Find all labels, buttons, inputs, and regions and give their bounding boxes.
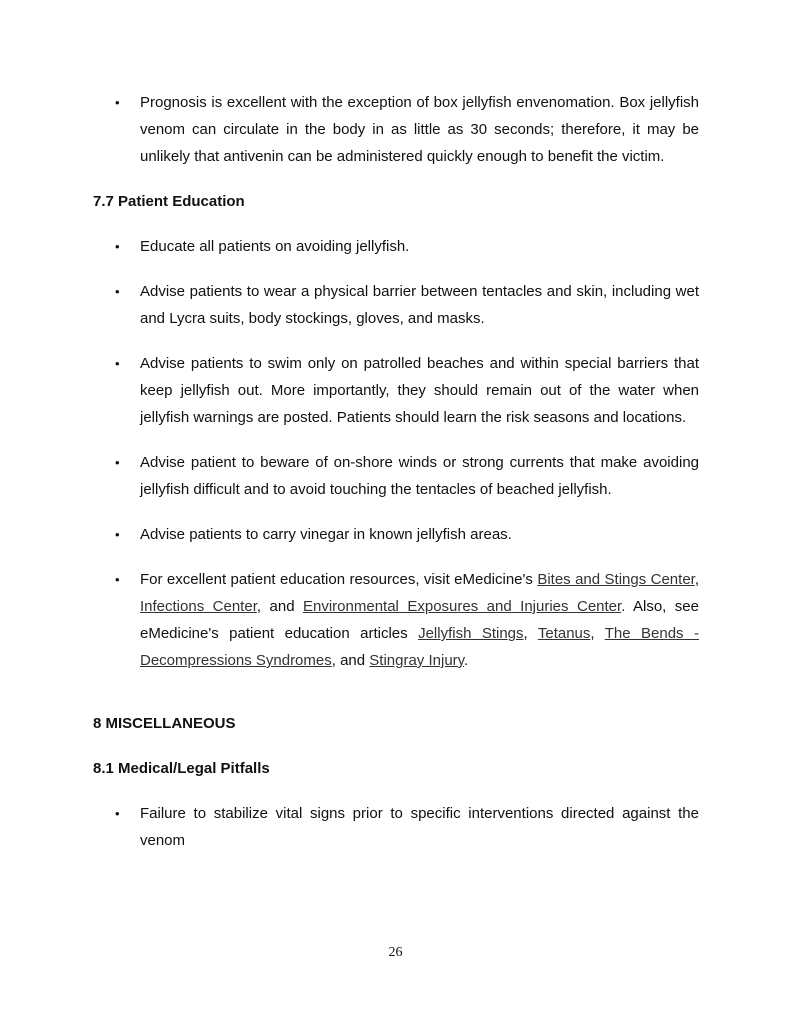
pitfalls-list bbox=[93, 800, 699, 854]
patient-education-list bbox=[93, 233, 699, 674]
list-item-text: Advise patients to swim only on patrolled beaches and within special barriers that keep jellyfish out. More importantly, they should remain out of the water when jellyfish warnings are posted. Patients should learn the risk seasons and locations. bbox=[140, 355, 699, 426]
stingray-injury-link[interactable]: Stingray Injury bbox=[369, 652, 465, 669]
infections-center-link[interactable]: Infections Center bbox=[140, 598, 257, 615]
bullet-icon: • bbox=[115, 572, 120, 587]
list-item bbox=[93, 800, 699, 854]
list-item bbox=[93, 278, 699, 332]
environmental-exposures-link[interactable]: Environmental Exposures and Injuries Center bbox=[303, 598, 622, 615]
tetanus-link[interactable]: Tetanus bbox=[537, 625, 591, 642]
list-item-text: Failure to stabilize vital signs prior to specific interventions directed against the venom bbox=[140, 805, 699, 849]
prognosis-list bbox=[93, 89, 699, 170]
list-item bbox=[93, 521, 699, 548]
list-item bbox=[93, 233, 699, 260]
list-item-text: Advise patients to wear a physical barrier between tentacles and skin, including wet and Lycra suits, body stockings, gloves, and masks. bbox=[140, 283, 699, 327]
list-item bbox=[93, 89, 699, 170]
list-item-text: Advise patient to beware of on-shore winds or strong currents that make avoiding jellyfish difficult and to avoid touching the tentacles of beached jellyfish. bbox=[140, 454, 699, 498]
resources-text: For excellent patient education resources, visit eMedicine's Bites and Stings Center, Infections Center, and Environmental Exposures and Injuries Center. Also, see eMedicine's patient education articles Jellyfish Stings, Tetanus, The Bends - Decompressions Syndromes, and Stingray Injury. bbox=[140, 571, 699, 669]
bites-and-stings-center-link[interactable]: Bites and Stings Center bbox=[537, 571, 695, 588]
bullet-icon: • bbox=[115, 527, 120, 542]
jellyfish-stings-link[interactable]: Jellyfish Stings bbox=[418, 625, 524, 642]
prognosis-text: Prognosis is excellent with the exception of box jellyfish envenomation. Box jellyfish venom can circulate in the body in as little as 30 seconds; therefore, it may be unlikely that antivenin can be administered quickly enough to benefit the victim. bbox=[140, 94, 699, 165]
the-bends-link[interactable]: The Bends - Decompressions Syndromes bbox=[140, 625, 699, 669]
list-item-text: Educate all patients on avoiding jellyfish. bbox=[140, 238, 410, 255]
bullet-icon: • bbox=[115, 806, 120, 821]
list-item-text: Advise patients to carry vinegar in known jellyfish areas. bbox=[140, 526, 512, 543]
section-heading-medical-legal-pitfalls: 8.1 Medical/Legal Pitfalls bbox=[93, 760, 270, 777]
page-content bbox=[93, 89, 699, 872]
bullet-icon: • bbox=[115, 356, 120, 371]
page-number: 26 bbox=[388, 945, 403, 960]
list-item-resources bbox=[93, 566, 699, 674]
bullet-icon: • bbox=[115, 95, 120, 110]
bullet-icon: • bbox=[115, 239, 120, 254]
list-item bbox=[93, 350, 699, 431]
section-heading-patient-education: 7.7 Patient Education bbox=[93, 193, 245, 210]
section-heading-miscellaneous: 8 MISCELLANEOUS bbox=[93, 715, 236, 732]
bullet-icon: • bbox=[115, 455, 120, 470]
bullet-icon: • bbox=[115, 284, 120, 299]
list-item bbox=[93, 449, 699, 503]
